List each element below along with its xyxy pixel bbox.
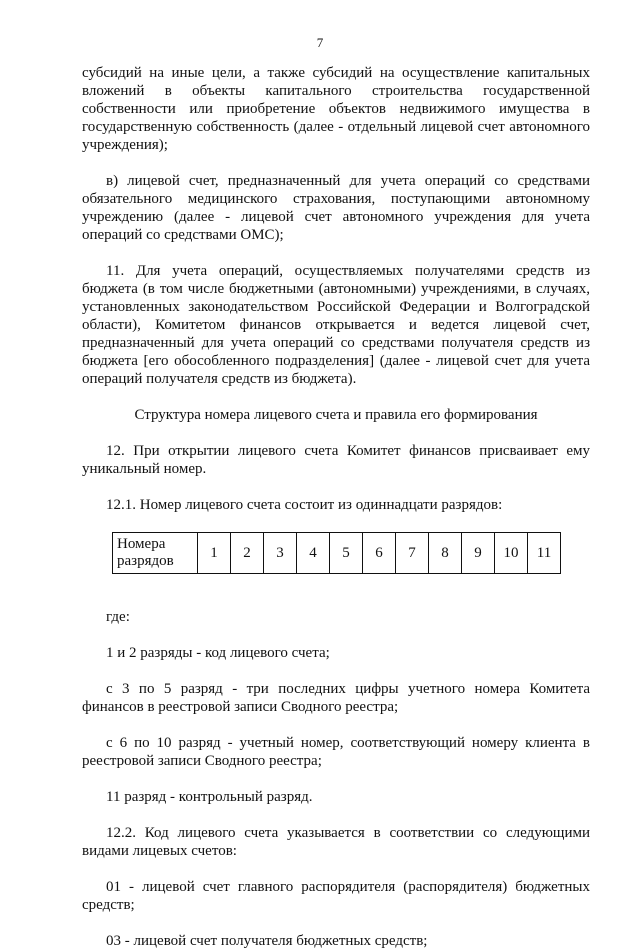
- code-item: 03 - лицевой счет получателя бюджетных средств;: [106, 933, 428, 949]
- digit-cell: 9: [462, 533, 495, 574]
- paragraph-12-1: 12.1. Номер лицевого счета состоит из одиннадцати разрядов:: [106, 497, 503, 513]
- digit-cell: 11: [528, 533, 561, 574]
- table-row: [113, 533, 561, 574]
- paragraph-12-2: 12.2. Код лицевого счета указывается в соответствии со следующими видами лицевых счетов:: [82, 825, 590, 859]
- paragraph-continuation: субсидий на иные цели, а также субсидий на осуществление капитальных вложений в объекты капитального строительства государственной собственности или приобретение объектов недвижимого имущества в государственную собственность (далее - отдельный лицевой счет автономного учреждения);: [82, 65, 590, 153]
- digit-cell: 1: [198, 533, 231, 574]
- document-body: [82, 64, 590, 950]
- list-item: 1 и 2 разряды - код лицевого счета;: [106, 645, 330, 661]
- digit-cell: 7: [396, 533, 429, 574]
- paragraph-11: 11. Для учета операций, осуществляемых получателями средств из бюджета (в том числе бюджетными (автономными) учреждениями, в случаях, установленных законодательством Российской Федерации и Волгоградской области), Комитетом финансов открывается и ведется лицевой счет, предназначенный для учета операций со средствами получателя средств из бюджета [его обособленного подразделения] (далее - лицевой счет для учета операций получателя средств из бюджета).: [82, 263, 590, 387]
- digit-cell: 5: [330, 533, 363, 574]
- digit-cell: 3: [264, 533, 297, 574]
- list-item: 11 разряд - контрольный разряд.: [106, 789, 313, 805]
- digit-cell: 2: [231, 533, 264, 574]
- digit-cell: 4: [297, 533, 330, 574]
- digit-cell: 6: [363, 533, 396, 574]
- digits-table: [112, 532, 561, 574]
- digit-cell: 8: [429, 533, 462, 574]
- code-item: 01 - лицевой счет главного распорядителя (распорядителя) бюджетных средств;: [82, 879, 590, 913]
- paragraph-item-v: в) лицевой счет, предназначенный для учета операций со средствами обязательного медицинского страхования, поступающими автономному учреждению (далее - лицевой счет автономного учреждения для учета операций со средствами ОМС);: [82, 173, 590, 243]
- digit-cell: 10: [495, 533, 528, 574]
- list-item: с 6 по 10 разряд - учетный номер, соответствующий номеру клиента в реестровой записи Сводного реестра;: [82, 735, 590, 769]
- paragraph-12: 12. При открытии лицевого счета Комитет финансов присваивает ему уникальный номер.: [82, 443, 590, 477]
- table-label-cell: Номера разрядов: [113, 533, 198, 574]
- page-number: 7: [316, 35, 324, 50]
- section-heading: Структура номера лицевого счета и правила его формирования: [134, 407, 538, 423]
- list-item: с 3 по 5 разряд - три последних цифры учетного номера Комитета финансов в реестровой записи Сводного реестра;: [82, 681, 590, 715]
- where-label: где:: [106, 609, 130, 625]
